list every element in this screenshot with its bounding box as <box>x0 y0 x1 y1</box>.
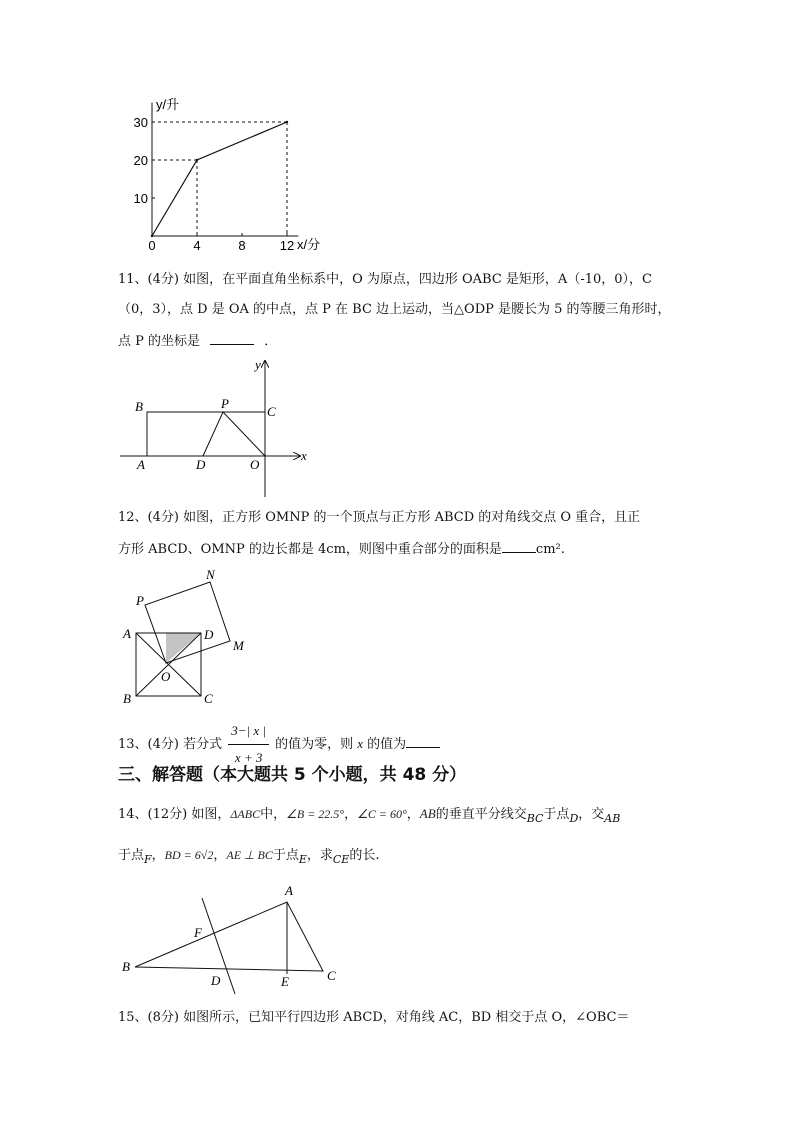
q14-l2-t1: 于点 <box>118 848 145 863</box>
q14-label-e: E <box>281 974 289 989</box>
q14-figure <box>115 880 345 1000</box>
q12-label-m: M <box>233 638 244 653</box>
q11-label-y: y <box>255 357 261 372</box>
q14-sep1: ， <box>344 807 358 822</box>
q14-bc: BC <box>526 812 544 825</box>
q14-bd: BD = 6√2 <box>164 848 214 862</box>
q14-label-b: B <box>122 959 130 974</box>
chart-series-line <box>152 122 287 236</box>
q12-line-2-suffix: cm². <box>535 542 565 557</box>
q12-label-o: O <box>161 669 171 684</box>
q14-l2-t4: 的长. <box>349 848 380 863</box>
q14-perp: AE ⊥ BC <box>226 848 273 862</box>
q11-label-a: A <box>137 457 145 472</box>
chart-x-tick-label: 12 <box>279 238 295 253</box>
q12-line-1: 12、(4分) 如图，正方形 OMNP 的一个顶点与正方形 ABCD 的对角线交点 O 重合，且正 <box>118 510 641 525</box>
q11-answer-blank[interactable] <box>210 330 254 345</box>
q11-label-o: O <box>250 457 260 472</box>
q11-label-c: C <box>267 404 276 419</box>
q14-label-d: D <box>211 973 221 988</box>
q12-label-b: B <box>123 691 131 706</box>
q14-sep4: ， <box>213 848 227 863</box>
chart-y-tick-label: 10 <box>133 191 148 206</box>
q14-e: E <box>298 853 307 866</box>
chart-data-point <box>286 121 288 123</box>
q12-label-a: A <box>123 626 131 641</box>
q14-label-f: F <box>194 925 202 940</box>
q11-line-3-suffix: ． <box>264 334 278 349</box>
q14-ab2: AB <box>604 812 621 825</box>
chart-x-tick-label: 0 <box>148 238 156 253</box>
q11-label-p: P <box>221 396 229 411</box>
q11-triangle-odp <box>203 412 265 456</box>
q14-label-c: C <box>327 968 336 983</box>
volume-time-chart <box>110 92 340 257</box>
chart-data-point <box>151 235 153 237</box>
q14-l2-t2: 于点 <box>272 848 299 863</box>
q14-angle-c: ∠C = 60° <box>357 807 407 821</box>
chart-x-tick-label: 8 <box>238 238 246 253</box>
q13-answer-blank[interactable] <box>406 733 440 748</box>
q11-label-b: B <box>135 399 143 414</box>
chart-data-point <box>196 159 198 161</box>
q13-numerator: 3−| x | <box>228 718 269 745</box>
q12-label-d: D <box>204 627 214 642</box>
q12-line-2 <box>118 538 565 560</box>
chart-y-tick-label: 20 <box>133 153 148 168</box>
q11-line-3-prefix: 点 P 的坐标是 <box>118 334 201 349</box>
q14-t3: 于点 <box>543 807 570 822</box>
q14-l2-t3: ，求 <box>306 848 333 863</box>
q13-middle: 的值为零，则 <box>275 737 354 752</box>
q14-sep2: ， <box>406 807 420 822</box>
section-3-heading: 三、解答题（本大题共 5 个小题，共 48 分） <box>118 765 467 785</box>
q14-angle-b: ∠B = 22.5° <box>286 807 345 821</box>
q11-line-1: 11、(4分) 如图，在平面直角坐标系中，O 为原点，四边形 OABC 是矩形，A（-10，0），C <box>118 272 652 287</box>
q14-t4: ，交 <box>578 807 605 822</box>
q13-var: x <box>357 736 364 751</box>
chart-y-tick-label: 30 <box>133 115 148 130</box>
q14-label-a: A <box>285 883 293 898</box>
q11-label-d: D <box>196 457 206 472</box>
q13-suffix: 的值为 <box>367 737 407 752</box>
q14-ab: AB <box>419 806 436 821</box>
q14-triangle-abc <box>135 902 323 971</box>
q12-figure <box>115 565 255 707</box>
q14-line-1 <box>118 804 620 825</box>
q11-figure <box>115 355 315 500</box>
q13-prefix: 13、(4分) 若分式 <box>118 737 223 752</box>
q12-label-n: N <box>206 567 215 582</box>
q14-d: D <box>569 812 579 825</box>
q12-label-p: P <box>136 593 144 608</box>
q14-t2: 的垂直平分线交 <box>435 807 527 822</box>
q11-label-x: x <box>301 448 307 463</box>
q14-f: F <box>144 853 152 866</box>
y-axis-label: y/升 <box>156 97 180 112</box>
q12-square-omnp <box>145 582 230 663</box>
q13-denominator: x + 3 <box>234 750 263 765</box>
x-axis-label: x/分 <box>297 237 321 252</box>
q11-line-3 <box>118 330 277 352</box>
q14-sep3: ， <box>151 848 165 863</box>
q14-triangle: ΔABC <box>230 807 261 821</box>
q14-ce: CE <box>332 853 350 866</box>
q12-line-2-prefix: 方形 ABCD、OMNP 的边长都是 4cm，则图中重合部分的面积是 <box>118 542 502 557</box>
chart-x-tick-label: 4 <box>193 238 201 253</box>
q12-label-c: C <box>204 691 213 706</box>
q14-prefix: 14、(12分) 如图， <box>118 807 231 822</box>
q14-t1: 中， <box>260 807 287 822</box>
q15-line-1: 15、(8分) 如图所示，已知平行四边形 ABCD，对角线 AC，BD 相交于点 O，∠OBC＝ <box>118 1010 630 1025</box>
q14-line-2 <box>118 845 379 866</box>
q11-line-2: （0，3），点 D 是 OA 的中点，点 P 在 BC 边上运动，当△ODP 是腰长为 5 的等腰三角形时， <box>118 302 671 317</box>
q12-answer-blank[interactable] <box>502 538 536 553</box>
